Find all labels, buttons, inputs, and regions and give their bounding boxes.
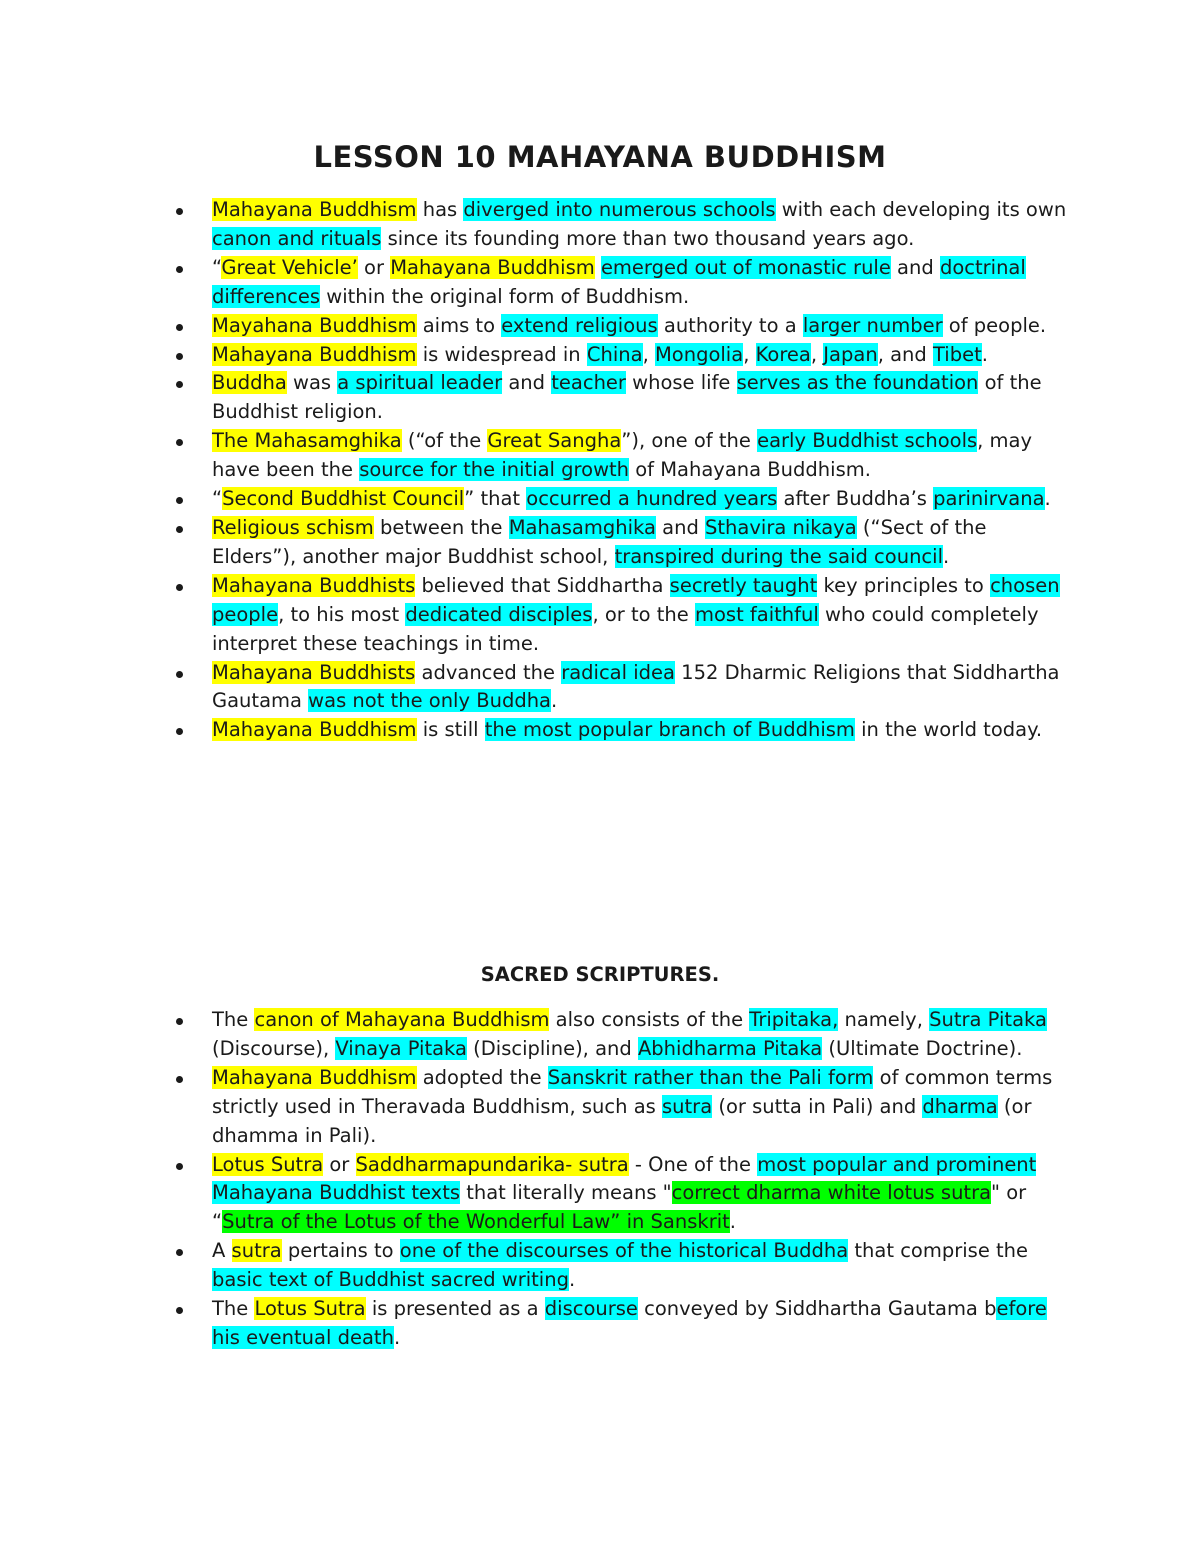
text-run: (or dhamma in Pali). [212,1094,1032,1147]
text-run: , [743,342,756,366]
text-run: (“Sect of the Elders”), another major Buddhist school, [212,515,987,568]
highlight-cyan: doctrinal differences [212,255,1026,308]
highlight-cyan: a spiritual leader [337,371,503,395]
text-run: is widespread in [416,342,587,366]
text-run: , may have been the [212,429,1033,482]
bullet-item [170,1295,1070,1353]
bullet-item [170,572,1070,659]
highlight-cyan: canon and rituals [212,226,382,250]
highlight-green: correct dharma white lotus sutra [671,1181,992,1205]
highlight-cyan: chosen people [212,573,1060,626]
highlight-cyan: Sanskrit rather than the Pali form [547,1065,874,1089]
bullet-item [170,716,1070,745]
highlight-cyan: Tibet [932,342,982,366]
text-run: . [943,544,950,568]
highlight-yellow: Mahayana Buddhism [390,255,595,279]
highlight-cyan: most popular and prominent Mahayana Buddhist texts [212,1152,1037,1205]
highlight-cyan: dedicated disciples [405,602,593,626]
text-run [595,256,601,279]
text-run: and [502,371,552,395]
highlight-cyan: extend religious [501,313,658,337]
highlight-yellow: Mayahana Buddhism [212,313,417,337]
highlight-cyan: Mongolia [654,342,744,366]
text-run: (“of the [401,429,488,453]
bullet-list-overview [170,196,1070,745]
highlight-yellow: Second Buddhist Council [222,487,465,511]
highlight-yellow: Mahayana Buddhism [212,718,417,742]
highlight-cyan: Vinaya Pitaka [335,1036,467,1060]
highlight-cyan: source for the initial growth [359,458,630,482]
highlight-cyan: basic text of Buddhist sacred writing [212,1268,569,1292]
highlight-cyan: secretly taught [669,573,818,597]
highlight-cyan: early Buddhist schools [757,429,978,453]
highlight-cyan: Japan [823,342,878,366]
highlight-cyan: occurred a hundred years [526,487,778,511]
highlight-yellow: Buddha [212,371,287,395]
highlight-yellow: Mahayana Buddhists [212,660,416,684]
text-run: in the world today. [854,718,1043,742]
highlight-cyan: Sutra Pitaka [929,1008,1047,1031]
highlight-cyan: radical idea [561,660,675,684]
text-run: and [890,255,940,279]
text-run: , to his most [278,602,406,626]
bullet-item [170,341,1070,370]
text-run: (Discourse), [212,1036,336,1060]
highlight-cyan: larger number [802,313,943,337]
bullet-list-scriptures [170,1006,1070,1353]
text-run: . [1044,487,1051,511]
text-run: key principles to [817,573,991,597]
text-run: within the original form of Buddhism. [320,284,690,308]
highlight-yellow: The Mahasamghika [212,429,402,453]
text-run: whose life [625,371,737,395]
highlight-yellow: Mahayana Buddhists [212,573,416,597]
text-run: believed that Siddhartha [415,573,670,597]
bullet-dot-icon [176,1249,183,1256]
text-run: (or sutta in Pali) and [712,1094,923,1118]
highlight-cyan: teacher [551,371,626,395]
text-run: , [642,342,655,366]
text-run: is presented as a [365,1297,545,1321]
text-run: of people. [942,313,1047,337]
highlight-yellow: Lotus Sutra [254,1297,366,1321]
highlight-yellow: sutra [231,1239,282,1263]
text-run: ”), one of the [621,429,758,453]
text-run: or [323,1152,356,1176]
text-run: - One of the [628,1152,758,1176]
bullet-dot-icon [176,324,183,331]
highlight-yellow: Mahayana Buddhism [212,342,417,366]
text-run: , [810,342,824,366]
bullet-item [170,659,1070,717]
highlight-yellow: Mahayana Buddhism [212,198,417,221]
bullet-item [170,485,1070,514]
highlight-cyan: Sthavira nikaya [705,515,857,539]
bullet-dot-icon [176,728,183,735]
text-run: who could completely interpret these teachings in time. [212,602,1039,655]
highlight-cyan: serves as the foundation [736,371,979,395]
bullet-item [170,1064,1070,1151]
highlight-yellow: Religious schism [212,515,374,539]
text-run: (Discipline), and [466,1036,638,1060]
bullet-item [170,312,1070,341]
text-run: advanced the [415,660,562,684]
text-run: of the Buddhist religion. [212,371,1042,424]
bullet-dot-icon [176,208,183,215]
highlight-cyan: efore his eventual death [212,1297,1047,1349]
highlight-cyan: emerged out of monastic rule [600,255,891,279]
text-run: has [416,198,464,221]
bullet-dot-icon [176,497,183,504]
bullet-dot-icon [176,1018,183,1025]
text-run: 152 Dharmic Religions that Siddhartha Gautama [212,660,1060,713]
bullet-dot-icon [176,671,183,678]
highlight-cyan: most faithful [695,602,819,626]
highlight-yellow: Lotus Sutra [212,1152,324,1176]
page-title: LESSON 10 MAHAYANA BUDDHISM [313,140,887,174]
bullet-item [170,254,1070,312]
bullet-item [170,514,1070,572]
text-run: was [286,371,338,395]
text-run: with each developing its own [775,198,1067,221]
text-run: A [212,1239,232,1263]
bullet-dot-icon [176,353,183,360]
highlight-cyan: Abhidharma Pitaka [637,1036,823,1060]
bullet-dot-icon [176,1307,183,1314]
highlight-cyan: diverged into numerous schools [463,198,776,221]
bullet-dot-icon [176,266,183,273]
text-run: ” that [464,487,527,511]
bullet-item [170,1006,1070,1064]
bullet-item [170,1151,1070,1238]
bullet-item [170,427,1070,485]
bullet-item [170,196,1070,254]
highlight-cyan: Tripitaka, [749,1008,839,1031]
highlight-cyan: sutra [662,1094,713,1118]
text-run: after Buddha’s [777,487,934,511]
text-run: . [568,1268,576,1292]
highlight-yellow: Mahayana Buddhism [212,1065,417,1089]
highlight-yellow: Saddharmapundarika- sutra [355,1152,629,1176]
bullet-dot-icon [176,1076,183,1083]
text-run: of common terms strictly used in Theravada Buddhism, such as [212,1065,1053,1118]
bullet-dot-icon [176,381,183,388]
bullet-item [170,369,1070,427]
text-run: pertains to [281,1239,400,1263]
text-run: . [729,1210,736,1234]
section-heading-sacred-scriptures: SACRED SCRIPTURES. [480,963,720,986]
bullet-dot-icon [176,526,183,533]
text-run: conveyed by Siddhartha Gautama b [637,1297,997,1321]
text-run: between the [373,515,509,539]
text-run: aims to [416,313,502,337]
text-run: since its founding more than two thousand years ago. [381,226,915,250]
text-run: The [212,1297,255,1321]
text-run: and [655,515,706,539]
text-run: is still [416,718,485,742]
text-run: " or “ [212,1181,1027,1234]
highlight-cyan: one of the discourses of the historical Buddha [399,1239,849,1263]
text-run: (Ultimate Doctrine). [822,1036,1023,1060]
text-run: namely, [838,1008,930,1031]
text-run: The [212,1008,255,1031]
text-run: authority to a [657,313,803,337]
highlight-cyan: was not the only Buddha [308,689,552,713]
highlight-green: Sutra of the Lotus of the Wonderful Law” in Sanskrit [222,1210,730,1234]
text-run: , and [877,342,933,366]
highlight-cyan: China [586,342,643,366]
text-run: . [551,689,558,713]
text-run: “ [212,255,222,279]
text-run: of Mahayana Buddhism. [629,458,871,482]
highlight-cyan: parinirvana [933,487,1045,511]
bullet-dot-icon [176,439,183,446]
highlight-cyan: dharma [922,1094,998,1118]
text-run: or [357,255,391,279]
text-run: also consists of the [549,1008,750,1031]
highlight-cyan: discourse [544,1297,638,1321]
highlight-yellow: Great Sangha [487,429,622,453]
text-run: adopted the [416,1065,548,1089]
highlight-yellow: Great Vehicle’ [221,255,358,279]
bullet-dot-icon [176,1163,183,1170]
text-run: that literally means " [460,1181,672,1205]
text-run: that comprise the [848,1239,1029,1263]
text-run: “ [212,487,223,511]
highlight-cyan: the most popular branch of Buddhism [484,718,855,742]
text-run: . [393,1325,401,1349]
highlight-cyan: Korea [755,342,811,366]
text-run: . [981,342,988,366]
text-run: , or to the [592,602,695,626]
highlight-cyan: transpired during the said council [614,544,943,568]
bullet-dot-icon [176,584,183,591]
bullet-item [170,1237,1070,1295]
highlight-yellow: canon of Mahayana Buddhism [254,1008,550,1031]
highlight-cyan: Mahasamghika [508,515,656,539]
